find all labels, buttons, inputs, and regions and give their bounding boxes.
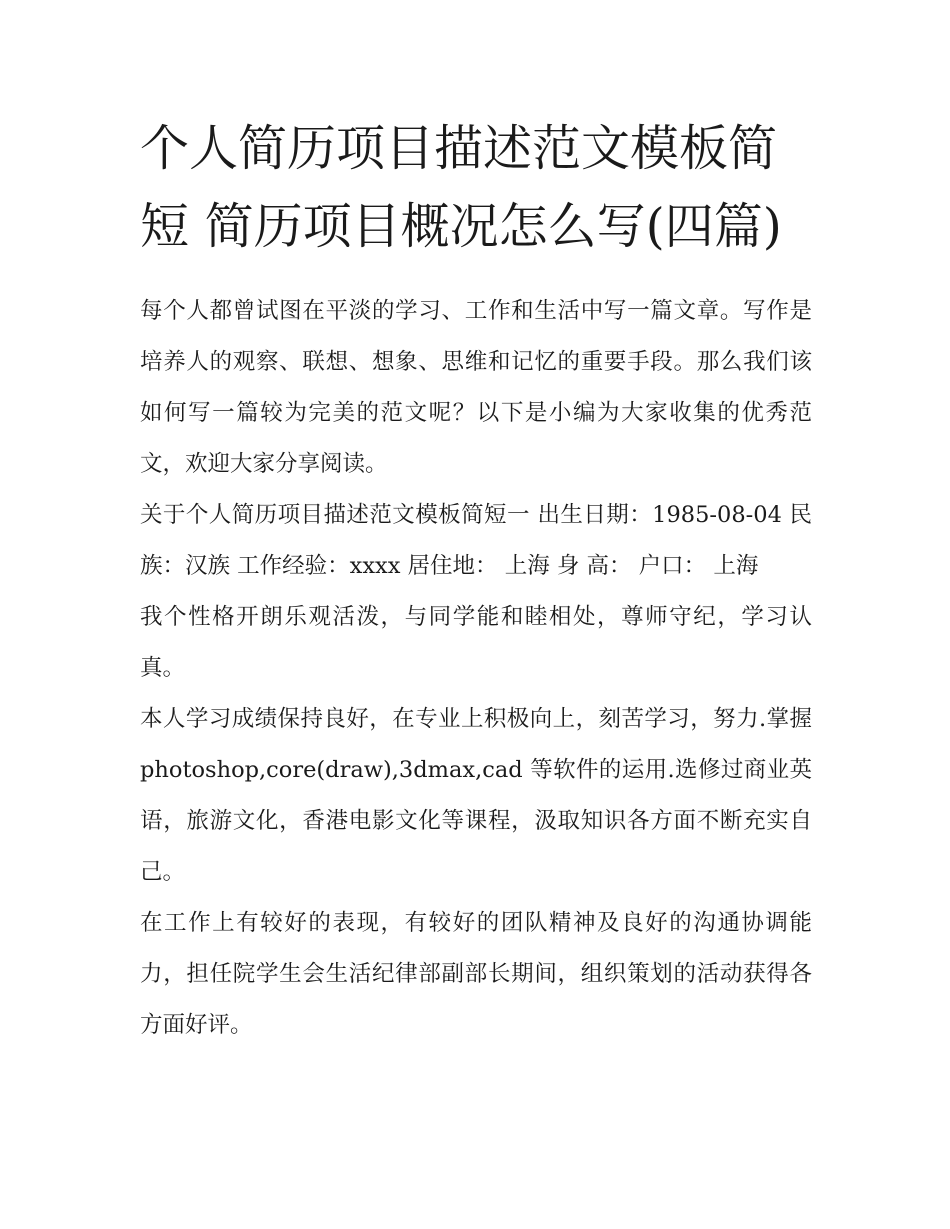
personality-paragraph: 我个性格开朗乐观活泼，与同学能和睦相处，尊师守纪，学习认真。 — [140, 604, 812, 681]
personal-info-paragraph: 关于个人简历项目描述范文模板简短一 出生日期：1985-08-04 民 族：汉族 工作经验：xxxx 居住地： 上海 身 高： 户口： 上海 — [140, 502, 812, 579]
document-title: 个人简历项目描述范文模板简短 简历项目概况怎么写(四篇) — [140, 120, 782, 255]
document-page — [140, 110, 812, 1051]
study-paragraph: 本人学习成绩保持良好，在专业上积极向上，刻苦学习，努力.掌握 photoshop,core(draw),3dmax,cad 等软件的运用.选修过商业英语，旅游文化，香港电影文化等课程，汲取知识各方面不断充实自己。 — [140, 706, 812, 885]
intro-paragraph: 每个人都曾试图在平淡的学习、工作和生活中写一篇文章。写作是培养人的观察、联想、想象、思维和记忆的重要手段。那么我们该如何写一篇较为完美的范文呢？以下是小编为大家收集的优秀范文，欢迎大家分享阅读。 — [140, 298, 812, 477]
work-paragraph: 在工作上有较好的表现，有较好的团队精神及良好的沟通协调能力，担任院学生会生活纪律部副部长期间，组织策划的活动获得各方面好评。 — [140, 910, 812, 1038]
